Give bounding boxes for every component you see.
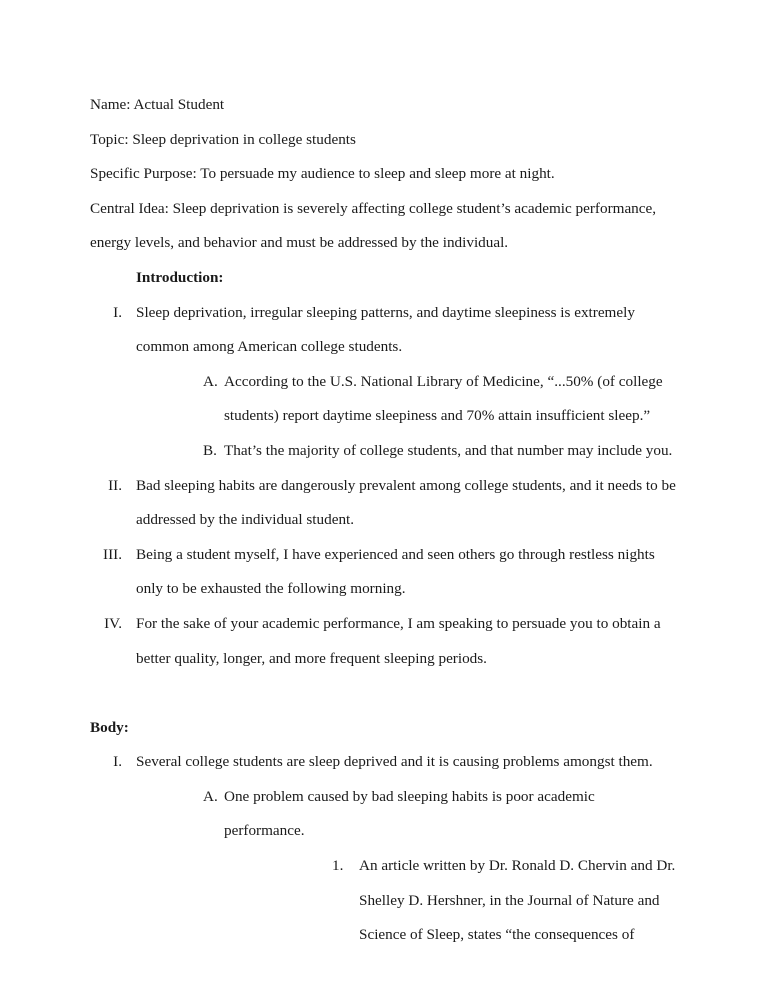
outline-sublist	[136, 780, 678, 953]
document-text-body	[90, 88, 678, 953]
outline-item-body-1-a	[136, 780, 678, 953]
outline-item-text: That’s the majority of college students, and that number may include you.	[224, 441, 673, 459]
outline-item-text: An article written by Dr. Ronald D. Chervin and Dr. Shelley D. Hershner, in the Journal of Nature and Science of Sleep, states “the consequences of	[359, 857, 676, 944]
outline-item-text: For the sake of your academic performance, I am speaking to persuade you to obtain a better quality, longer, and more frequent sleeping periods.	[136, 614, 661, 667]
outline-item-intro-3	[90, 538, 678, 607]
outline-item-text: Being a student myself, I have experienced and seen others go through restless nights only to be exhausted the following morning.	[136, 545, 655, 598]
introduction-outline-list	[90, 296, 678, 677]
outline-marker: III.	[103, 545, 122, 563]
outline-marker: II.	[108, 476, 122, 494]
outline-marker: A.	[203, 372, 218, 390]
outline-item-body-1	[90, 745, 678, 953]
outline-item-text: According to the U.S. National Library of Medicine, “...50% (of college students) report daytime sleepiness and 70% attain insufficient sleep.”	[224, 372, 663, 425]
outline-item-text: Bad sleeping habits are dangerously prevalent among college students, and it needs to be addressed by the individual student.	[136, 476, 676, 529]
body-outline-list	[90, 745, 678, 953]
outline-marker: I.	[113, 753, 122, 771]
meta-line-topic: Topic: Sleep deprivation in college students	[90, 130, 356, 148]
outline-item-intro-1-a	[136, 365, 678, 434]
meta-line-specific-purpose: Specific Purpose: To persuade my audience to sleep and sleep more at night.	[90, 165, 555, 183]
outline-marker: IV.	[104, 614, 122, 632]
outline-marker: B.	[203, 441, 217, 459]
outline-item-body-1-a-1	[224, 849, 678, 953]
outline-item-text: Sleep deprivation, irregular sleeping patterns, and daytime sleepiness is extremely common among American college students.	[136, 303, 635, 356]
outline-item-intro-1-b	[136, 434, 678, 469]
outline-sublist	[136, 365, 678, 469]
outline-item-intro-4	[90, 607, 678, 676]
meta-line-name: Name: Actual Student	[90, 96, 225, 113]
outline-item-text: Several college students are sleep deprived and it is causing problems amongst them.	[136, 753, 653, 771]
outline-item-intro-2	[90, 469, 678, 538]
meta-line-central-idea: Central Idea: Sleep deprivation is severely affecting college student’s academic performance, energy levels, and behavior and must be addressed by the individual.	[90, 199, 657, 252]
body-heading: Body:	[90, 718, 129, 736]
outline-marker: 1.	[332, 857, 344, 875]
outline-marker: A.	[203, 787, 218, 805]
outline-sublist	[224, 849, 678, 953]
outline-item-text: One problem caused by bad sleeping habits is poor academic performance.	[224, 787, 595, 840]
introduction-heading: Introduction:	[136, 268, 224, 286]
outline-item-intro-1	[90, 296, 678, 469]
outline-marker: I.	[113, 303, 122, 321]
section-spacer	[90, 676, 678, 711]
